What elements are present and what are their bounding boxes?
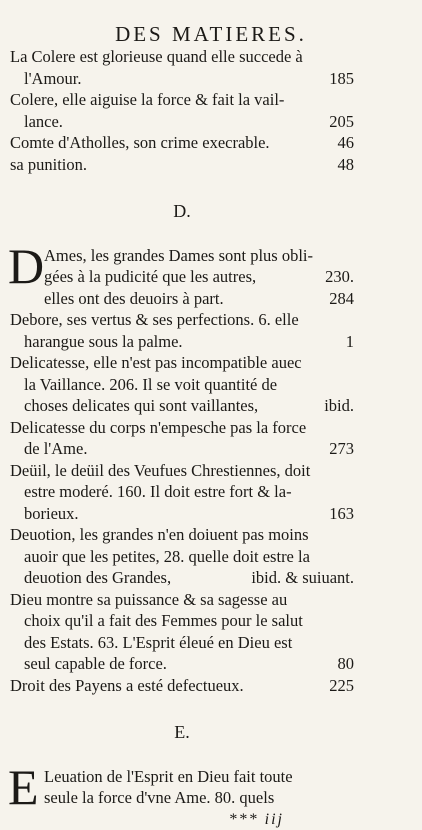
section-letter-e: E. xyxy=(10,722,354,744)
c-entry-line: lance. xyxy=(24,112,63,131)
dropcap-e: E xyxy=(8,762,39,812)
d-entry-line: Delicatesse, elle n'est pas incompatible auec xyxy=(10,353,302,372)
d-entry xyxy=(10,309,354,352)
d-entry-page: 163 xyxy=(329,503,354,525)
c-entry-page: 185 xyxy=(329,68,354,90)
d-entry-line: seul capable de force. xyxy=(24,654,167,673)
c-entry xyxy=(10,46,354,89)
entries-c xyxy=(10,46,354,175)
entry-eleuation xyxy=(10,766,354,809)
signature-mark: *** iij xyxy=(10,809,354,830)
d-entry-line: la Vaillance. 206. Il se voit quantité de xyxy=(24,375,277,394)
d-entry-line: Dieu montre sa puissance & sa sagesse au xyxy=(10,590,287,609)
c-entry-page: 48 xyxy=(338,154,355,176)
d-entry xyxy=(10,675,354,697)
d-entry-page: ibid. & suiuant. xyxy=(251,567,354,589)
dames-page-1: 230. xyxy=(325,266,354,288)
d-entry-page: 1 xyxy=(346,331,354,353)
c-entry-line: sa punition. xyxy=(10,155,87,174)
d-entry-line: harangue sous la palme. xyxy=(24,332,183,351)
d-entry-line: choix qu'il a fait des Femmes pour le salut xyxy=(24,611,303,630)
dames-page-2: 284 xyxy=(329,288,354,310)
c-entry-page: 46 xyxy=(338,132,355,154)
d-entry-page: 273 xyxy=(329,438,354,460)
eleuation-line-1: Leuation de l'Esprit en Dieu fait toute xyxy=(44,766,354,788)
d-entry-page: ibid. xyxy=(324,395,354,417)
running-head: DES MATIERES. xyxy=(0,22,422,47)
c-entry-line: Colere, elle aiguise la force & fait la vail- xyxy=(10,90,284,109)
eleuation-line-2: seule la force d'vne Ame. 80. quels xyxy=(44,787,354,809)
d-entry xyxy=(10,417,354,460)
d-entry-line: Deuotion, les grandes n'en doiuent pas moins xyxy=(10,525,309,544)
d-entry-page: 225 xyxy=(329,675,354,697)
d-entry-line: choses delicates qui sont vaillantes, xyxy=(24,396,258,415)
c-entry-page: 205 xyxy=(329,111,354,133)
dames-line-3: elles ont des deuoirs à part. xyxy=(44,289,224,308)
d-entry-line: Deüil, le deüil des Veufues Chrestiennes, doit xyxy=(10,461,310,480)
dames-line-2: gées à la pudicité que les autres, xyxy=(44,267,256,286)
d-entry-line: estre moderé. 160. Il doit estre fort & la- xyxy=(24,482,292,501)
d-entry-line: Debore, ses vertus & ses perfections. 6. elle xyxy=(10,310,299,329)
d-entry-line: deuotion des Grandes, xyxy=(24,568,171,587)
d-entry-line: des Estats. 63. L'Esprit éleué en Dieu est xyxy=(24,633,292,652)
d-entry xyxy=(10,460,354,525)
d-entry-page: 80 xyxy=(338,653,355,675)
section-letter-d: D. xyxy=(10,201,354,223)
c-entry-line: Comte d'Atholles, son crime execrable. xyxy=(10,133,270,152)
entry-dames xyxy=(10,245,354,310)
d-entry-line: de l'Ame. xyxy=(24,439,87,458)
entries-d xyxy=(10,309,354,696)
c-entry xyxy=(10,89,354,132)
d-entry xyxy=(10,589,354,675)
d-entry-line: auoir que les petites, 28. quelle doit estre la xyxy=(24,547,310,566)
c-entry-line: La Colere est glorieuse quand elle succede à xyxy=(10,47,303,66)
d-entry xyxy=(10,524,354,589)
d-entry-line: borieux. xyxy=(24,504,79,523)
c-entry xyxy=(10,132,354,154)
dropcap-d: D xyxy=(8,241,44,291)
d-entry-line: Droit des Payens a esté defectueux. xyxy=(10,676,244,695)
c-entry-line: l'Amour. xyxy=(24,69,82,88)
index-content xyxy=(10,46,354,830)
d-entry-line: Delicatesse du corps n'empesche pas la force xyxy=(10,418,306,437)
d-entry xyxy=(10,352,354,417)
c-entry xyxy=(10,154,354,176)
dames-line-1: Ames, les grandes Dames sont plus obli- xyxy=(44,245,354,267)
